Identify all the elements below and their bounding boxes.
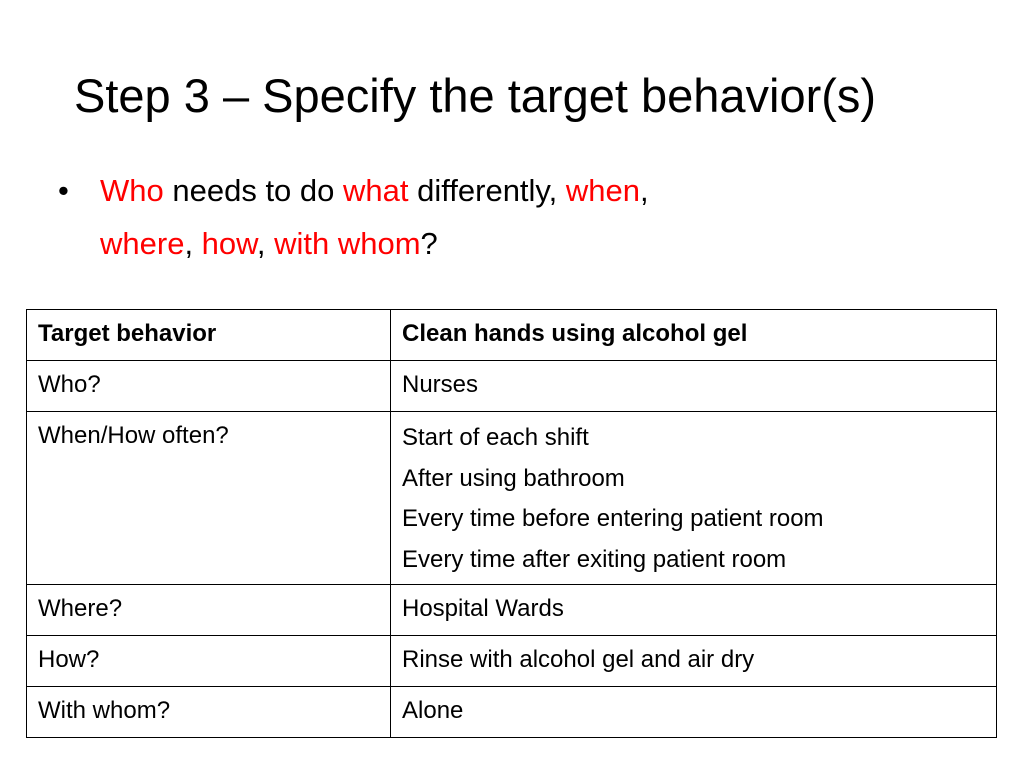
table-row	[27, 585, 997, 636]
keyword-who: Who	[100, 173, 164, 208]
row-value-with-whom: Alone	[391, 687, 997, 738]
bullet-text-segment: ,	[184, 226, 202, 261]
table-header-row	[27, 310, 997, 361]
bullet-text-segment: differently,	[408, 173, 566, 208]
bullet-text	[100, 164, 958, 270]
row-value-who: Nurses	[391, 361, 997, 412]
row-label-how: How?	[27, 636, 391, 687]
keyword-with-whom: with whom	[274, 226, 421, 261]
bullet-text-segment: needs to do	[163, 173, 343, 208]
table-header-cell: Target behavior	[27, 310, 391, 361]
row-value-when	[391, 412, 997, 585]
table-header-cell: Clean hands using alcohol gel	[391, 310, 997, 361]
list-item: Every time after exiting patient room	[402, 545, 787, 573]
bullet-marker: •	[58, 173, 69, 208]
table-row	[27, 412, 997, 585]
list-item: Start of each shift	[402, 424, 589, 451]
keyword-where: where	[100, 226, 185, 261]
table-row	[27, 687, 997, 738]
keyword-when: when	[565, 173, 640, 208]
row-label-who: Who?	[27, 361, 391, 412]
keyword-what: what	[343, 173, 409, 208]
keyword-how: how	[201, 226, 257, 261]
bullet-item	[58, 164, 958, 270]
bullet-text-segment: ,	[639, 173, 649, 208]
list-item: Every time before entering patient room	[402, 505, 824, 532]
row-label-where: Where?	[27, 585, 391, 636]
row-value-where: Hospital Wards	[391, 585, 997, 636]
target-behavior-table	[26, 309, 997, 738]
table-row	[27, 636, 997, 687]
list-item: After using bathroom	[402, 464, 625, 492]
row-label-with-whom: With whom?	[27, 687, 391, 738]
row-value-how: Rinse with alcohol gel and air dry	[391, 636, 997, 687]
slide-title: Step 3 – Specify the target behavior(s)	[74, 69, 877, 122]
bullet-text-segment: ?	[420, 226, 438, 261]
table-row	[27, 361, 997, 412]
row-label-when: When/How often?	[27, 412, 391, 585]
bullet-text-segment: ,	[256, 226, 275, 261]
